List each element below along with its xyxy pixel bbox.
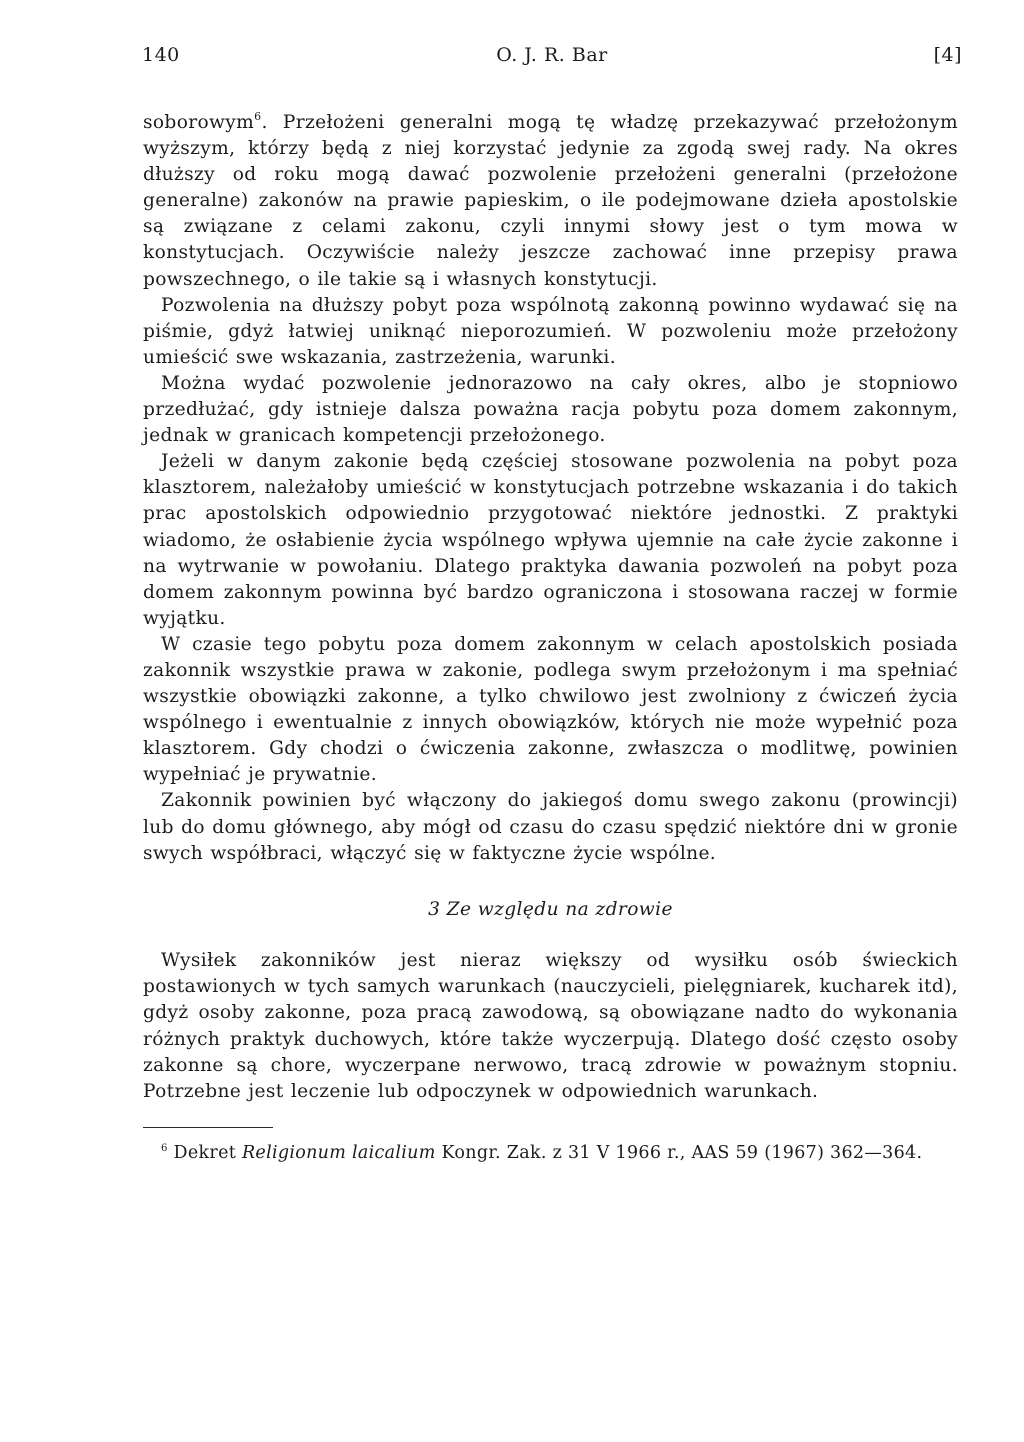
paragraph-3: Można wydać pozwolenie jednorazowo na cały okres, albo je stopniowo przedłużać, gdy istnieje dalsza poważna racja pobytu poza domem zakonnym, jednak w granicach kompetencji przełożonego.: [143, 372, 958, 447]
footnote-text-before: Dekret: [167, 1143, 242, 1163]
main-text: [143, 110, 958, 867]
running-title: O. J. R. Bar: [496, 44, 608, 66]
footnote-reference: 6: [254, 110, 262, 123]
section-paragraph-1: Wysiłek zakonników jest nieraz większy od wysiłku osób świeckich postawionych w tych samych warunkach (nauczycieli, pielęgniarek, kucharek itd), gdyż osoby zakonne, poza pracą zawodową, są obowiązane nadto do wykonania różnych praktyk duchowych, które także wyczerpują. Dlatego dość często osoby zakonne są chore, wyczerpane nerwowo, tracą zdrowie w poważnym stopniu. Potrzebne jest leczenie lub odpoczynek w odpowiednich warunkach.: [143, 950, 958, 1103]
footnote-marker: 6: [161, 1143, 168, 1154]
paragraph-1: [143, 110, 958, 293]
footnote-paragraph: [143, 1141, 958, 1165]
paragraph-2: Pozwolenia na dłuższy pobyt poza wspólnotą zakonną powinno wydawać się na piśmie, gdyż łatwiej uniknąć nieporozumień. W pozwoleniu może przełożony umieścić swe wskazania, zastrzeżenia, warunki.: [143, 294, 958, 368]
page-number: 140: [142, 44, 180, 66]
section-text: [143, 948, 958, 1105]
footnote-divider: [143, 1127, 273, 1128]
chapter-mark: [4]: [933, 44, 962, 66]
paragraph-5: W czasie tego pobytu poza domem zakonnym w celach apostolskich posiada zakonnik wszystkie prawa w zakonie, podlega swym przełożonym i ma spełniać wszystkie obowiązki zakonne, a tylko chwilowo jest zwolniony z ćwiczeń życia wspólnego i ewentualnie z innych obowiązków, których nie może wypełnić poza klasztorem. Gdy chodzi o ćwiczenia zakonne, zwłaszcza o modlitwę, powinien wypełniać je prywatnie.: [143, 633, 958, 786]
paragraph-6: Zakonnik powinien być włączony do jakiegoś domu swego zakonu (prowincji) lub do domu głównego, aby mógł od czasu do czasu spędzić niektóre dni w gronie swych współbraci, włączyć się w faktyczne życie wspólne.: [143, 790, 958, 864]
paragraph-4: Jeżeli w danym zakonie będą częściej stosowane pozwolenia na pobyt poza klasztorem, należałoby umieścić w konstytucjach potrzebne wskazania i do takich prac apostolskich odpowiednio przygotować niektóre jednostki. Z praktyki wiadomo, że osłabienie życia wspólnego wpływa ujemnie na całe życie zakonne i na wytrwanie w powołaniu. Dlatego praktyka dawania pozwoleń na pobyt poza domem zakonnym powinna być bardzo ograniczona i stosowana raczej w formie wyjątku.: [143, 451, 958, 629]
section-heading: 3 Ze względu na zdrowie: [428, 899, 673, 920]
paragraph-1-start: soborowym: [143, 112, 255, 133]
page-header: [142, 44, 962, 78]
paragraph-1-rest: . Przełożeni generalni mogą tę władzę przekazywać przełożonym wyższym, którzy będą z niej korzystać jedynie za zgodą swej rady. Na okres dłuższy od roku mogą dawać pozwolenie przełożeni generalni (przełożone generalne) zakonów na prawie papieskim, o ile podejmowane dzieła apostolskie są związane z celami zakonu, czyli innymi słowy jest o tym mowa w konstytucjach. Oczywiście należy jeszcze zachować inne przepisy prawa powszechnego, o ile takie są i własnych konstytucji.: [143, 112, 958, 290]
footnote-text-after: Kongr. Zak. z 31 V 1966 r., AAS 59 (1967) 362—364.: [435, 1143, 923, 1163]
footnote-cited-title: Religionum laicalium: [241, 1143, 436, 1163]
footnote: [143, 1141, 958, 1165]
